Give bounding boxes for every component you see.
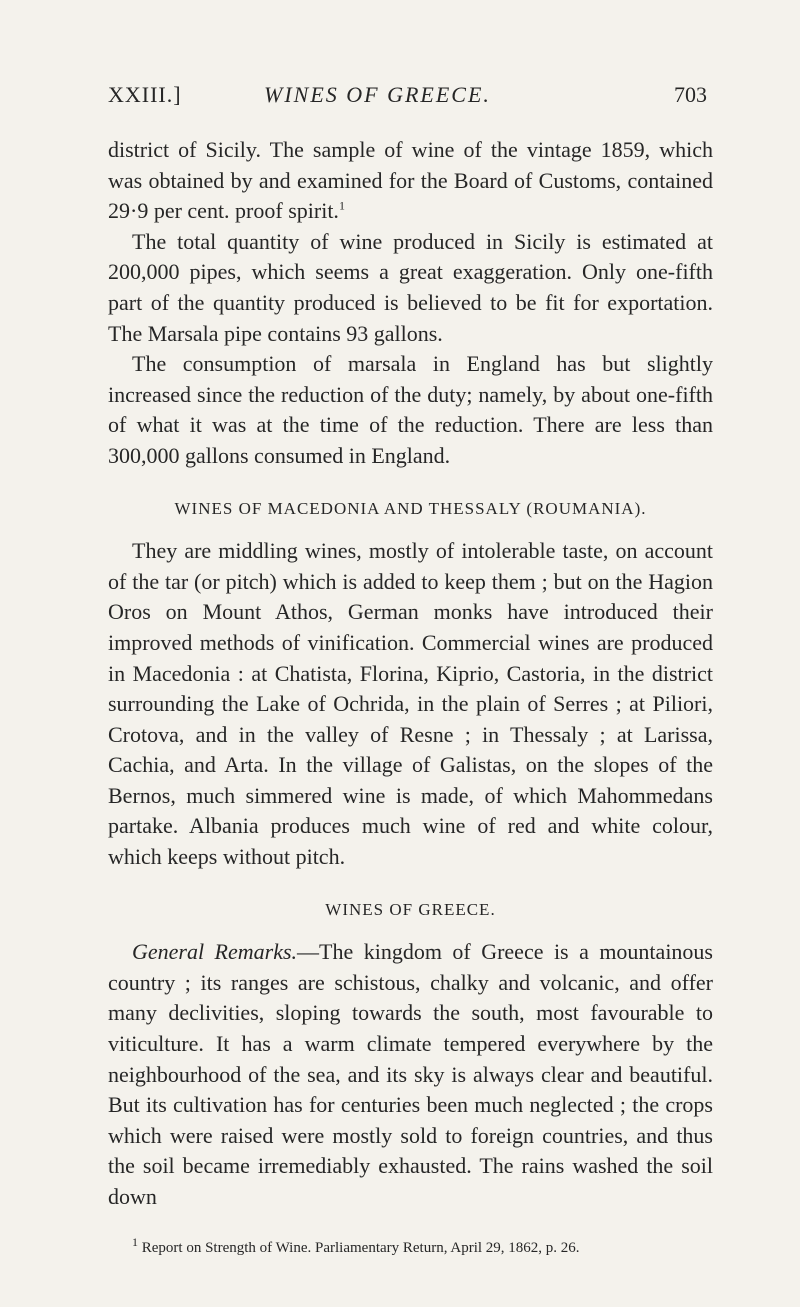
footnote-reference: 1 <box>338 198 345 213</box>
subsection-title: General Remarks. <box>132 939 298 965</box>
page-number: 703 <box>674 82 707 107</box>
footnote <box>108 1235 713 1258</box>
section-heading: WINES OF MACEDONIA AND THESSALY (ROUMANIA). <box>174 498 647 518</box>
footnote-text: Report on Strength of Wine. Parliamentary Return, April 29, 1862, p. 26. <box>138 1240 580 1256</box>
paragraph <box>108 135 713 227</box>
footnote-marker: 1 <box>132 1235 138 1249</box>
paragraph: The total quantity of wine produced in Sicily is estimated at 200,000 pipes, which seems a great exaggeration. Only one-fifth part of the quantity produced is believed to be fit for exportation. The Marsala pipe contains 93 gallons. <box>108 228 713 346</box>
paragraph-text: —The kingdom of Greece is a mountainous country ; its ranges are schistous, chalky and volcanic, and offer many declivities, sloping towards the south, most favourable to viticulture. It has a warm climate tempered everywhere by the neighbourhood of the sea, and its sky is always clear and beautiful. But its cultivation has for centuries been much neglected ; the crops which were raised were mostly sold to foreign countries, and thus the soil became irremediably exhausted. The rains washed the soil down <box>108 939 713 1209</box>
paragraph <box>108 937 713 1212</box>
chapter-number: XXIII.] <box>108 82 182 107</box>
paragraph-text: district of Sicily. The sample of wine of the vintage 1859, which was obtained by and examined for the Board of Customs, contained 29·9 per cent. proof spirit. <box>108 137 713 224</box>
running-title: WINES OF GREECE. <box>264 82 491 107</box>
paragraph: The consumption of marsala in England has but slightly increased since the reduction of the duty; namely, by about one-fifth of what it was at the time of the reduction. There are less than 300,000 gallons consumed in England. <box>108 351 713 468</box>
body-text <box>108 135 713 1213</box>
paragraph: They are middling wines, mostly of intolerable taste, on account of the tar (or pitch) which is added to keep them ; but on the Hagion Oros on Mount Athos, German monks have introduced their improved methods of vinification. Commercial wines are produced in Macedonia : at Chatista, Florina, Kiprio, Castoria, in the district surrounding the Lake of Ochrida, in the plain of Serres ; at Piliori, Crotova, and in the valley of Resne ; in Thessaly ; at Larissa, Cachia, and Arta. In the village of Galistas, on the slopes of the Bernos, much simmered wine is made, of which Mahommedans partake. Albania produces much wine of red and white colour, which keeps without pitch. <box>108 538 713 870</box>
running-header <box>108 82 707 114</box>
section-heading: WINES OF GREECE. <box>325 899 496 919</box>
